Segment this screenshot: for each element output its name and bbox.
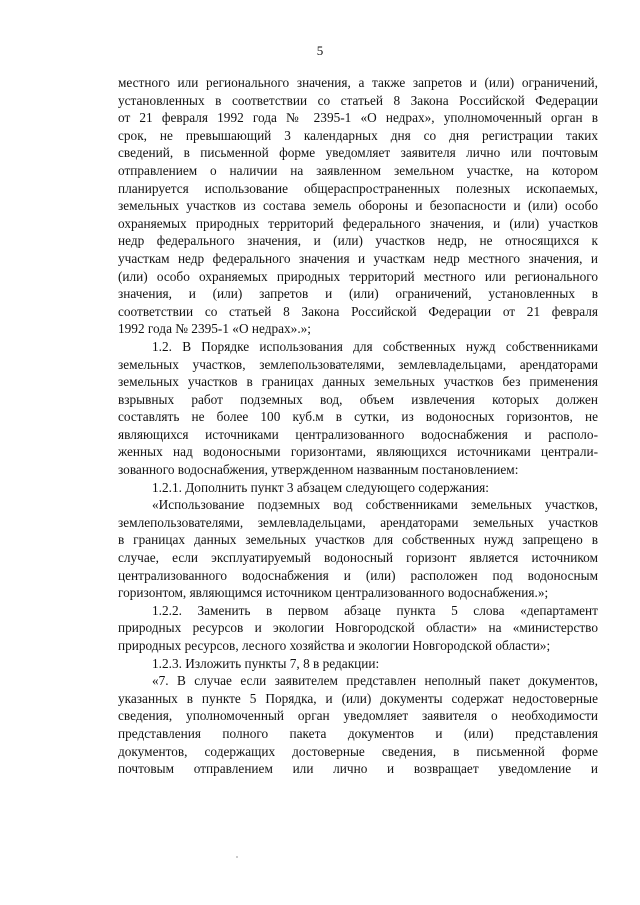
text-line: землепользователями, землевладельцами, арендаторами земельных участков: [118, 514, 598, 530]
text-line: представления полного пакета документов и (или) представления: [118, 725, 598, 741]
text-line: документов, содержащих достоверные сведения, в письменной форме: [118, 743, 598, 759]
text-line: почтовым отправлением или лично и возвращает уведомление и: [118, 761, 598, 777]
text-line: составлять не более 100 куб.м в сутки, из водоносных горизонтов, не: [118, 409, 598, 425]
text-line: (или) особо охраняемых природных территорий местного или регионального: [118, 268, 598, 284]
text-line: соответствии со статьей 8 Закона Российской Федерации от 21 февраля: [118, 303, 598, 319]
text-line: 1.2.1. Дополнить пункт 3 абзацем следующего содержания:: [152, 479, 489, 495]
text-line: «7. В случае если заявителем представлен неполный пакет документов,: [152, 673, 598, 689]
text-line: значения, и (или) запретов и (или) ограничений, установленных в: [118, 286, 598, 302]
text-line: планируется использование общераспространенных полезных ископаемых,: [118, 180, 598, 196]
text-line: зованного водоснабжения, утвержденном названным постановлением:: [118, 462, 519, 478]
scan-artifact: [236, 856, 238, 858]
text-line: природных ресурсов, лесного хозяйства и экологии Новгородской области»;: [118, 638, 551, 653]
text-line: установленных в соответствии со статьей 8 Закона Российской Федерации: [118, 92, 598, 108]
text-line: отправлением о наличии на заявленном земельном участке, на котором: [118, 162, 598, 178]
paragraph: [118, 602, 598, 655]
text-line: «Использование подземных вод собственниками земельных участков,: [152, 497, 598, 513]
text-line: случае, если эксплуатируемый водоносный горизонт является источником: [118, 550, 598, 566]
text-line: взрывных работ подземных вод, объем извлечения которых должен: [118, 391, 598, 407]
text-line: 1.2.2. Заменить в первом абзаце пункта 5 слова «департамент: [152, 602, 598, 618]
text-line: земельных участков в границах данных земельных участков без применения: [118, 374, 598, 390]
text-line: 1.2. В Порядке использования для собственных нужд собственниками: [152, 338, 598, 354]
text-line: в границах данных земельных участков для собственных нужд запрещено в: [118, 532, 598, 548]
text-line: указанных в пункте 5 Порядка, и (или) документы содержат недостоверные: [118, 690, 598, 706]
text-line: горизонтом, являющимся источником централизованного водоснабжения.»;: [118, 585, 549, 601]
text-line: сведения, уполномоченный орган уведомляет заявителя о необходимости: [118, 708, 598, 724]
paragraph: [118, 672, 598, 778]
document-body: [118, 74, 598, 778]
paragraph: [118, 655, 598, 673]
text-line: сведений, в письменной форме уведомляет заявителя лично или почтовым: [118, 145, 598, 161]
text-line: природных ресурсов и экологии Новгородской области» на «министерство: [118, 620, 598, 636]
text-line: охраняемых природных территорий федерального значения, и (или) участков: [118, 215, 598, 231]
text-line: являющихся источниками централизованного водоснабжения и располо-: [118, 426, 598, 442]
text-line: местного или регионального значения, а также запретов и (или) ограничений,: [118, 75, 598, 90]
paragraph: [118, 338, 598, 479]
text-line: 1.2.3. Изложить пункты 7, 8 в редакции:: [152, 655, 380, 671]
text-line: участкам недр федерального значения и участкам недр местного значения, и: [118, 250, 598, 266]
text-line: 1992 года № 2395-1 «О недрах».»;: [118, 321, 311, 337]
text-line: недр федерального значения, и (или) участков недр, не относящихся к: [118, 233, 598, 249]
page-number: 5: [316, 43, 324, 58]
text-line: от 21 февраля 1992 года № 2395-1 «О недрах», уполномоченный орган в: [118, 110, 598, 126]
paragraph: [118, 74, 598, 338]
text-line: срок, не превышающий 3 календарных дня со дня регистрации таких: [118, 127, 598, 143]
paragraph: [118, 496, 598, 602]
text-line: женных над водоносными горизонтами, являющихся источниками централи-: [118, 444, 598, 460]
text-line: централизованного водоснабжения и (или) расположен под водоносным: [118, 567, 598, 583]
text-line: земельных участков из состава земель обороны и безопасности и (или) особо: [118, 198, 598, 214]
text-line: земельных участков, землепользователями, землевладельцами, арендаторами: [118, 356, 598, 372]
paragraph: [118, 479, 598, 497]
